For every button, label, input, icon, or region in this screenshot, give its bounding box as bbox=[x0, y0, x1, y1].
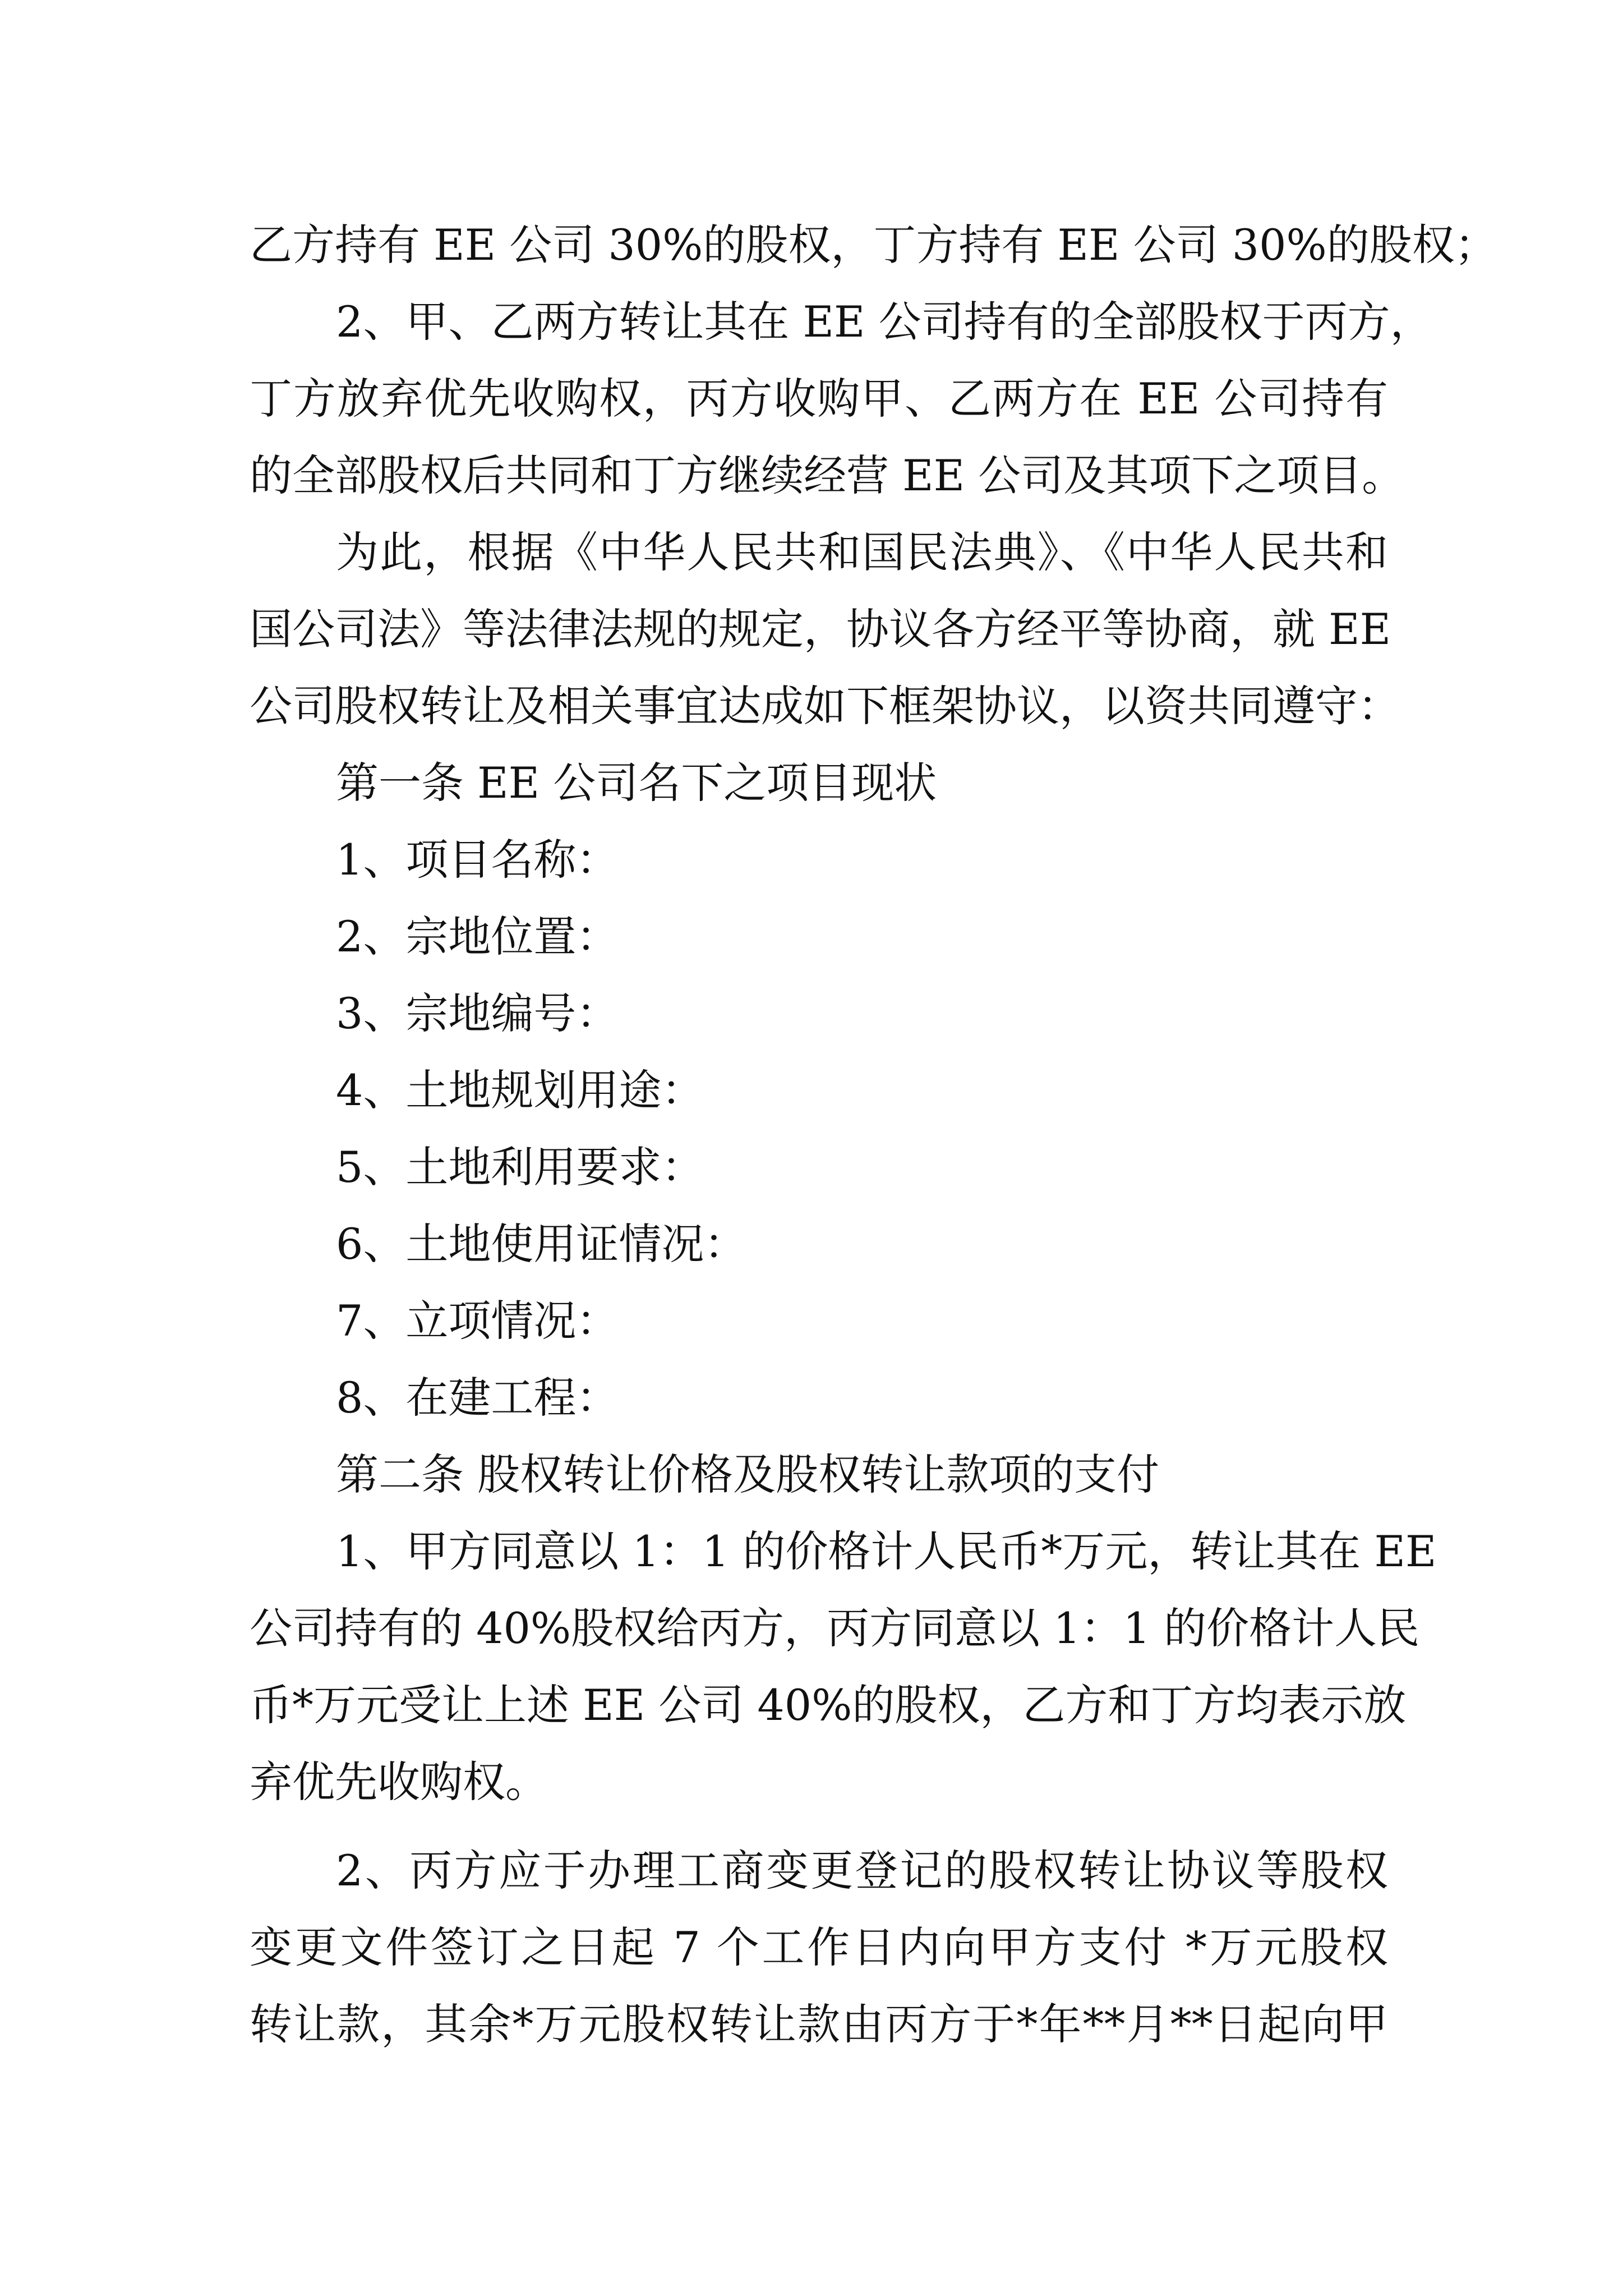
text-line-5: 为此，根据《中华人民共和国民法典》、《中华人民共和 bbox=[336, 527, 1388, 577]
text-line-24: 转让款，其余*万元股权转让款由丙方于*年**月**日起向甲 bbox=[250, 1999, 1388, 2049]
text-line-23: 变更文件签订之日起 7 个工作日内向甲方支付 *万元股权 bbox=[250, 1922, 1388, 1972]
text-line-1: 乙方持有 EE 公司 30%的股权，丁方持有 EE 公司 30%的股权； bbox=[250, 220, 1497, 270]
text-line-18: 1、甲方同意以 1：1 的价格计人民币*万元，转让其在 EE bbox=[336, 1526, 1437, 1576]
text-line-21: 弃优先收购权。 bbox=[250, 1757, 548, 1807]
text-line-20: 币*万元受让上述 EE 公司 40%的股权，乙方和丁方均表示放 bbox=[250, 1680, 1407, 1730]
list-item-1: 1、项目名称： bbox=[336, 835, 619, 885]
text-line-3: 丁方放弃优先收购权，丙方收购甲、乙两方在 EE 公司持有 bbox=[250, 374, 1388, 424]
text-line-4: 的全部股权后共同和丁方继续经营 EE 公司及其项下之项目。 bbox=[250, 450, 1405, 500]
text-line-2: 2、甲、乙两方转让其在 EE 公司持有的全部股权于丙方， bbox=[336, 297, 1433, 347]
list-item-4: 4、土地规划用途： bbox=[336, 1065, 704, 1115]
list-item-7: 7、立项情况： bbox=[336, 1296, 619, 1346]
list-item-2: 2、宗地位置： bbox=[336, 912, 619, 961]
list-item-6: 6、土地使用证情况： bbox=[336, 1219, 747, 1269]
section-heading-2: 第二条 股权转让价格及股权转让款项的支付 bbox=[336, 1450, 1160, 1499]
text-line-19: 公司持有的 40%股权给丙方，丙方同意以 1：1 的价格计人民 bbox=[250, 1603, 1420, 1653]
list-item-5: 5、土地利用要求： bbox=[336, 1142, 704, 1192]
section-heading-1: 第一条 EE 公司名下之项目现状 bbox=[336, 758, 937, 808]
list-item-8: 8、在建工程： bbox=[336, 1373, 619, 1423]
text-line-22: 2、丙方应于办理工商变更登记的股权转让协议等股权 bbox=[336, 1846, 1388, 1895]
list-item-3: 3、宗地编号： bbox=[336, 988, 619, 1038]
text-line-7: 公司股权转让及相关事宜达成如下框架协议，以资共同遵守： bbox=[250, 681, 1400, 731]
text-line-6: 国公司法》等法律法规的规定，协议各方经平等协商，就 EE bbox=[250, 604, 1391, 654]
